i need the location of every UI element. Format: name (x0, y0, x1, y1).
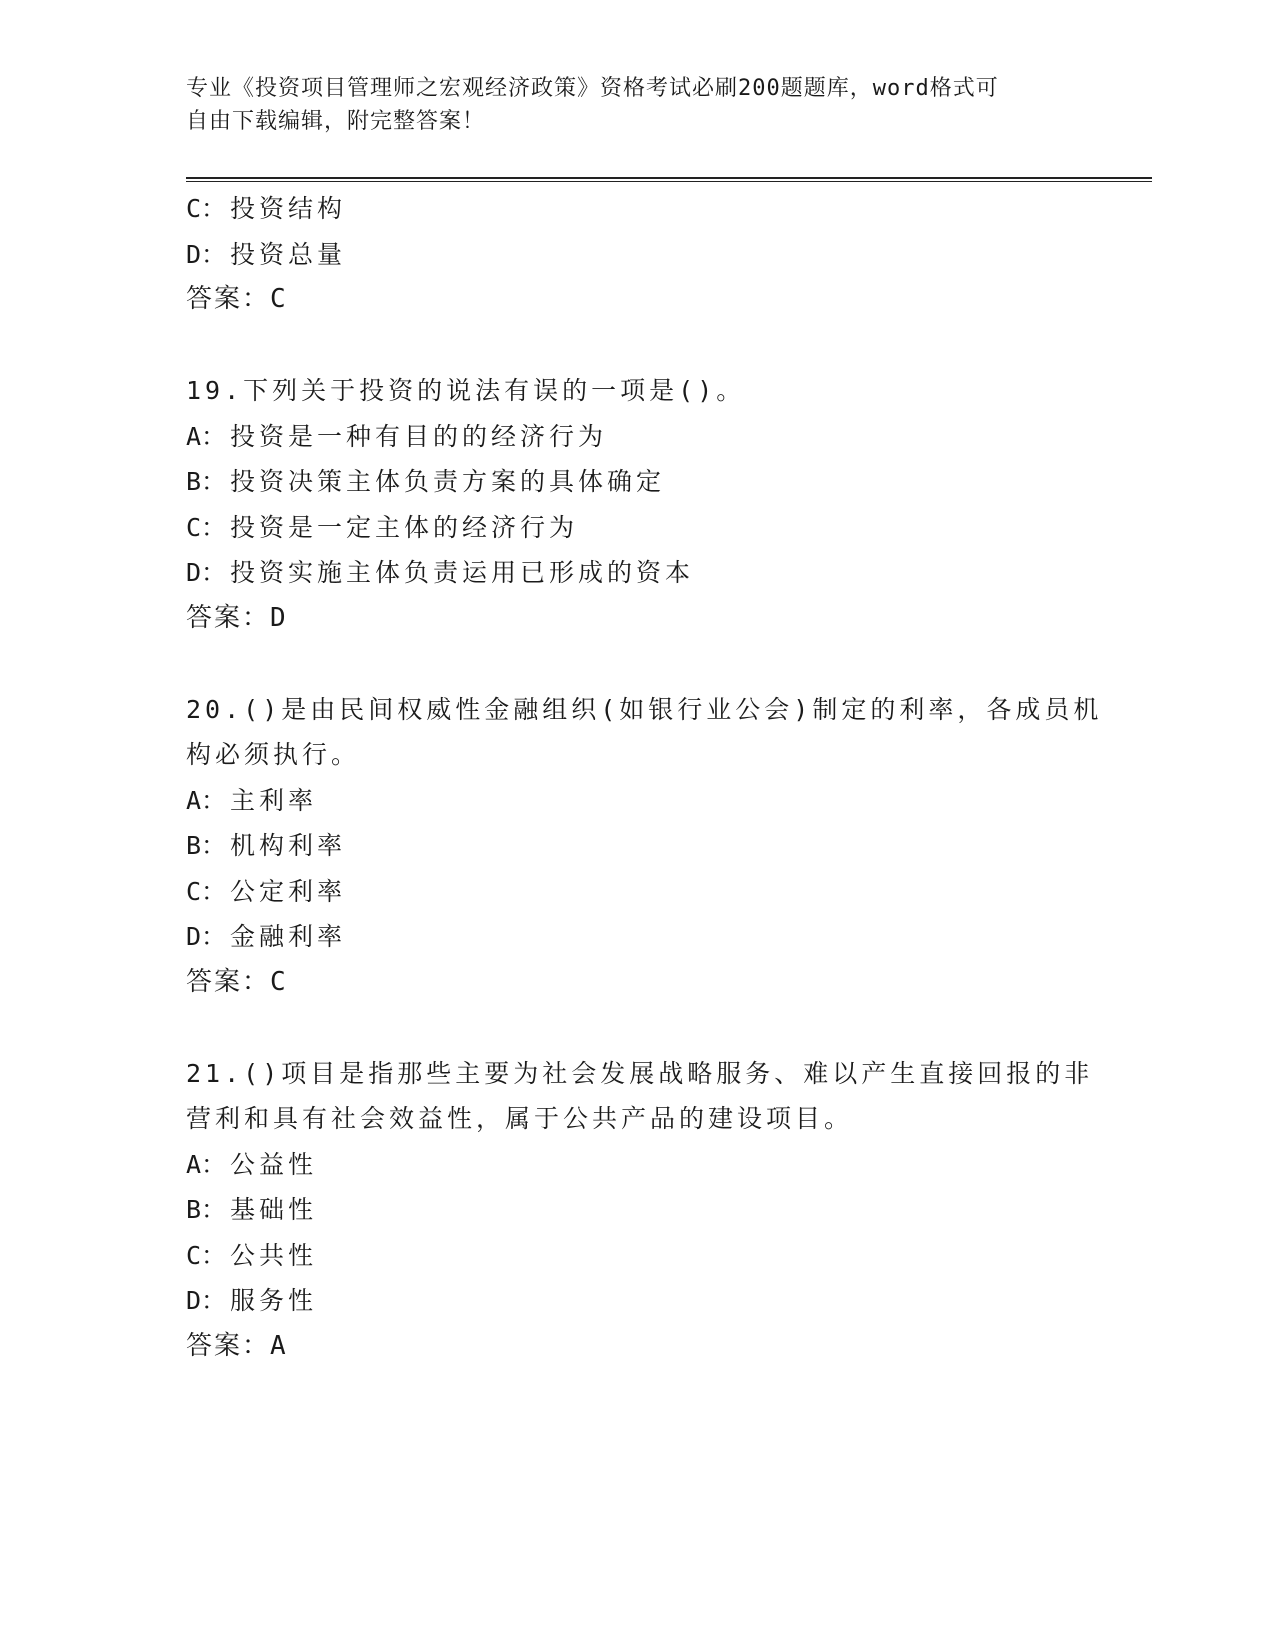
answer-line (186, 1324, 1086, 1370)
option-c (186, 869, 1086, 915)
question-stem-line-2: 构必须执行。 (186, 740, 361, 769)
question-stem-line-1: 21.()项目是指那些主要为社会发展战略服务、难以产生直接回报的非 (186, 1058, 1094, 1088)
answer-value: A (270, 1330, 288, 1361)
option-a (186, 1142, 1086, 1188)
answer-value: D (270, 602, 288, 633)
option-b (186, 823, 1086, 869)
question-21 (186, 1051, 1094, 1370)
option-key: B： (186, 831, 227, 860)
question-20 (186, 687, 1103, 1006)
answer-line (186, 596, 1086, 642)
option-text: 服务性 (230, 1286, 318, 1315)
answer-value: C (270, 284, 288, 314)
option-key: C： (186, 194, 227, 223)
spacer (186, 1005, 1086, 1051)
answer-line (186, 277, 1086, 323)
option-text: 主利率 (230, 785, 318, 815)
option-c (186, 505, 1086, 551)
option-text: 投资结构 (230, 194, 347, 223)
option-c (186, 186, 1086, 232)
option-key: C： (186, 876, 227, 906)
answer-value: C (270, 966, 288, 997)
option-d (186, 1278, 1086, 1324)
option-d (186, 914, 1086, 960)
option-a (186, 778, 1086, 824)
document-header (186, 72, 1066, 138)
answer-label: 答案： (186, 602, 271, 633)
option-text: 投资实施主体负责运用已形成的资本 (230, 558, 695, 587)
option-text: 公益性 (230, 1149, 318, 1179)
option-key: A： (186, 421, 227, 451)
option-d (186, 550, 1086, 596)
header-divider (186, 177, 1152, 182)
option-text: 投资是一定主体的经济行为 (230, 512, 579, 542)
question-stem: 19.下列关于投资的说法有误的一项是()。 (186, 376, 746, 405)
spacer (186, 641, 1086, 687)
answer-line (186, 960, 1086, 1006)
option-key: D： (186, 558, 227, 587)
option-text: 投资决策主体负责方案的具体确定 (230, 467, 666, 496)
option-b (186, 1187, 1086, 1233)
option-d (186, 232, 1086, 278)
header-title-line-2: 自由下载编辑，附完整答案！ (186, 109, 486, 134)
option-key: A： (186, 1149, 227, 1179)
option-key: C： (186, 1240, 227, 1270)
option-key: D： (186, 239, 227, 269)
header-title-line-1: 专业《投资项目管理师之宏观经济政策》资格考试必刷200题题库，word格式可 (186, 76, 999, 101)
question-18-continued (186, 186, 1086, 323)
question-19 (186, 368, 1086, 641)
option-text: 公定利率 (230, 876, 347, 906)
option-a (186, 414, 1086, 460)
question-list (186, 186, 1103, 1369)
option-text: 公共性 (230, 1240, 318, 1270)
option-c (186, 1233, 1086, 1279)
option-key: B： (186, 1195, 227, 1224)
option-key: B： (186, 467, 227, 496)
answer-label: 答案： (186, 966, 271, 997)
answer-label: 答案： (186, 1330, 271, 1361)
option-key: A： (186, 785, 227, 815)
question-stem-line-1: 20.()是由民间权威性金融组织(如银行业公会)制定的利率，各成员机 (186, 694, 1103, 724)
option-text: 基础性 (230, 1195, 318, 1224)
option-text: 机构利率 (230, 831, 347, 860)
option-text: 投资是一种有目的的经济行为 (230, 421, 608, 451)
option-b (186, 459, 1086, 505)
option-text: 金融利率 (230, 922, 347, 951)
option-key: D： (186, 1286, 227, 1315)
option-key: D： (186, 922, 227, 951)
answer-label: 答案： (186, 284, 271, 314)
option-key: C： (186, 512, 227, 542)
question-stem-line-2: 营利和具有社会效益性，属于公共产品的建设项目。 (186, 1104, 854, 1133)
spacer (186, 323, 1086, 369)
option-text: 投资总量 (230, 239, 347, 269)
